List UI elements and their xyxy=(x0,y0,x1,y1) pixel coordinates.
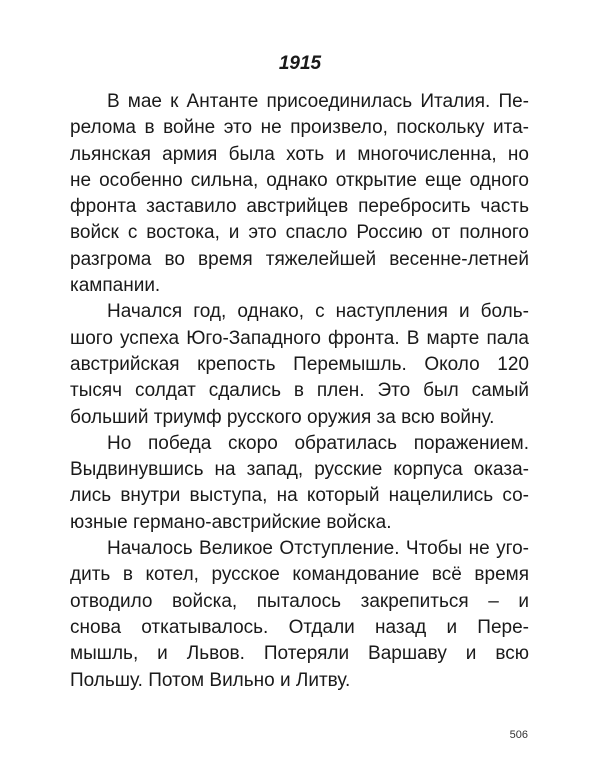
paragraph xyxy=(70,431,529,536)
paragraph xyxy=(70,89,529,299)
paragraph xyxy=(70,536,529,694)
page-number: 506 xyxy=(509,729,528,741)
text-line: не особенно сильна, однако открытие еще одного xyxy=(70,169,529,191)
text-line: австрийская крепость Перемышль. Около 120 xyxy=(70,353,529,375)
text-line: шого успеха Юго-Западного фронта. В марте пала xyxy=(70,327,529,349)
body-text xyxy=(70,89,529,694)
paragraph xyxy=(70,299,529,430)
text-line: Начался год, однако, с наступления и боль- xyxy=(107,301,529,323)
text-line: дить в котел, русское командование всё время xyxy=(70,564,529,586)
text-line: кампании. xyxy=(70,275,161,297)
text-line: разгрома во время тяжелейшей весенне-летней xyxy=(70,248,529,270)
text-line: тысяч солдат сдались в плен. Это был самый xyxy=(70,380,529,402)
text-line: Польшу. Потом Вильно и Литву. xyxy=(70,669,351,691)
text-line: отводило войска, пыталось закрепиться – и xyxy=(70,590,529,612)
text-line: В мае к Антанте присоединилась Италия. Пе- xyxy=(107,91,529,112)
text-line: Но победа скоро обратилась поражением. xyxy=(107,432,529,454)
text-line: мышль, и Львов. Потеряли Варшаву и всю xyxy=(70,643,529,665)
text-line: юзные германо-австрийские войска. xyxy=(70,511,392,533)
text-line: Выдвинувшись на запад, русские корпуса оказа- xyxy=(70,459,529,481)
text-line: фронта заставило австрийцев перебросить часть xyxy=(70,196,529,218)
text-line: войск с востока, и это спасло Россию от полного xyxy=(70,222,529,244)
text-line: льянская армия была хоть и многочисленна, но xyxy=(70,143,529,165)
text-line: больший триумф русского оружия за всю войну. xyxy=(70,406,495,428)
text-line: снова откатывалось. Отдали назад и Пере- xyxy=(70,616,529,638)
text-line: Началось Великое Отступление. Чтобы не уго- xyxy=(107,538,529,560)
text-line: релома в войне это не произвело, поскольку ита- xyxy=(70,117,529,139)
chapter-heading: 1915 xyxy=(278,53,322,74)
text-line: лись внутри выступа, на который нацелились со- xyxy=(70,485,529,507)
